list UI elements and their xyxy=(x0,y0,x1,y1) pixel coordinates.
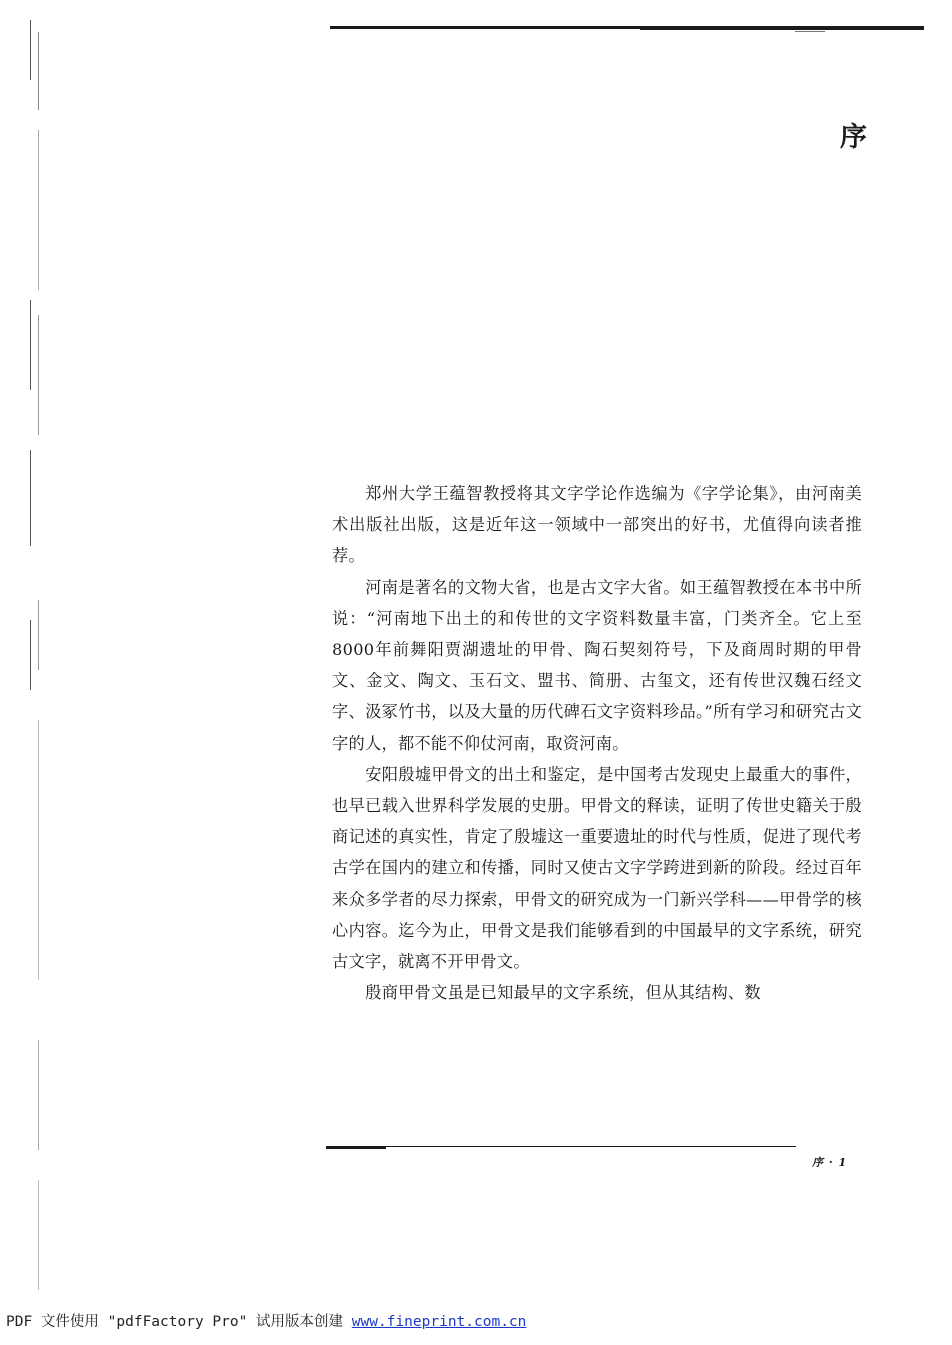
paragraph: 河南是著名的文物大省，也是古文字大省。如王蕴智教授在本书中所说：“河南地下出土的和传世的文字资料数量丰富，门类齐全。它上至8000年前舞阳贾湖遗址的甲骨、陶石契刻符号，下及商周时期的甲骨文、金文、陶文、玉石文、盟书、简册、古玺文，还有传世汉魏石经文字、汲冢竹书，以及大量的历代碑石文字资料珍品。”所有学习和研究古文字的人，都不能不仰仗河南，取资河南。 xyxy=(332,577,862,753)
pdf-creator-note xyxy=(6,1310,526,1331)
chapter-title: 序 xyxy=(840,122,867,153)
body-text xyxy=(332,478,862,1008)
header-rule-tick xyxy=(795,31,825,32)
footer-rule-bold xyxy=(326,1147,386,1149)
paragraph: 安阳殷墟甲骨文的出土和鉴定，是中国考古发现史上最重大的事件，也早已载入世界科学发展的史册。甲骨文的释读，证明了传世史籍关于殷商记述的真实性，肯定了殷墟这一重要遗址的时代与性质，促进了现代考古学在国内的建立和传播，同时又使古文字学跨进到新的阶段。经过百年来众多学者的尽力探索，甲骨文的研究成为一门新兴学科——甲骨学的核心内容。迄今为止，甲骨文是我们能够看到的中国最早的文字系统，研究古文字，就离不开甲骨文。 xyxy=(332,764,862,972)
header-rule-bold xyxy=(640,26,924,30)
footer-rule xyxy=(326,1146,796,1147)
paragraph: 殷商甲骨文虽是已知最早的文字系统，但从其结构、数 xyxy=(365,983,761,1003)
page-number: 序 · 1 xyxy=(812,1156,848,1169)
paragraph: 郑州大学王蕴智教授将其文字学论作选编为《字学论集》，由河南美术出版社出版，这是近年这一领域中一部突出的好书，尤值得向读者推荐。 xyxy=(332,484,862,566)
scan-edge-artifact xyxy=(28,20,44,1300)
fineprint-link[interactable]: www.fineprint.com.cn xyxy=(351,1314,527,1330)
pdf-note-text: PDF 文件使用 "pdfFactory Pro" 试用版本创建 xyxy=(6,1314,352,1330)
